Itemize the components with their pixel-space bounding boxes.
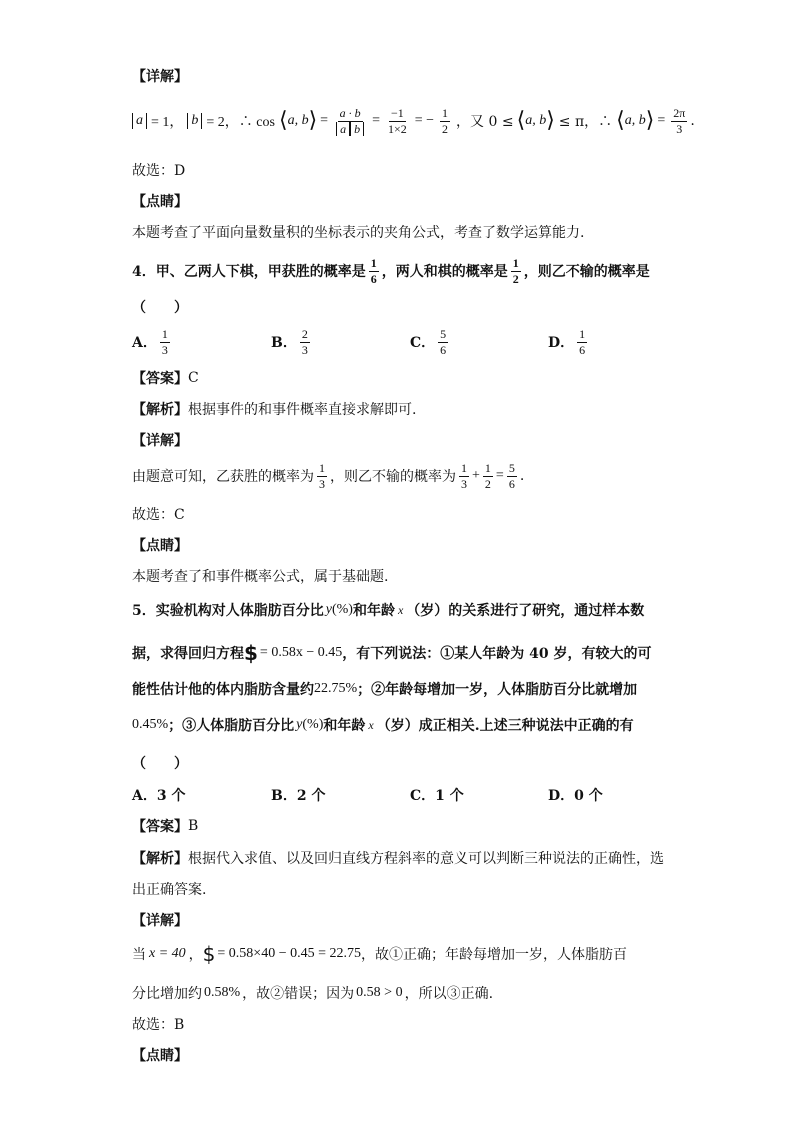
q4-paren: （ ） — [132, 300, 188, 316]
comment-heading: 【点睛】 — [132, 194, 188, 210]
q5-detail-heading: 【详解】 — [132, 913, 188, 929]
q5-analysis-2: 出正确答案. — [132, 882, 207, 898]
fraction-1-over-2: $\frac{1}{2}$ — [442, 105, 449, 136]
q4-comment-heading: 【点睛】 — [132, 538, 188, 554]
q3-formula-line: a = 1， b = 2，∴ cos ⟨ a, b ⟩ = $\frac{a \cdot b}{\text{a b}}$ = $\frac{-1}{1\times 2}$ = − $\frac{1}{2}$ ，又 0 ≤ ⟨ a, b ⟩ ≤ π，∴ ⟨ a, b ⟩ = $\frac{2\pi}{3}$ . — [132, 97, 695, 145]
q4-option-c[interactable]: C． $\frac{5}{6}$ — [410, 326, 447, 357]
q5-answer: 【答案】 B — [132, 818, 199, 835]
q5-detail-line-2: 分比增加约 0.58% ，故②错误；因为 0.58 > 0 ，所以③正确. — [132, 985, 494, 1002]
q4-choice: 故选：C — [132, 507, 185, 523]
q4-options — [0, 322, 794, 362]
q5-detail-line-1: 当 x = 40 ， $ = 0.58×40 − 0.45 = 22.75 ，故①正确；年龄每增加一岁，人体脂肪百 — [132, 942, 627, 966]
q3-comment: 本题考查了平面向量数量积的坐标表示的夹角公式，考查了数学运算能力. — [132, 225, 585, 241]
q4-analysis: 【解析】 根据事件的和事件概率直接求解即可. — [132, 402, 417, 418]
detail-heading: 【详解】 — [132, 69, 188, 85]
q3-choice: 故选：D — [132, 163, 186, 179]
q5-stem-line-1: 5．实验机构对人体脂肪百分比 y (%) 和年龄 x （岁）的关系进行了研究，通过样本数 — [132, 602, 645, 619]
yhat-symbol: $ — [244, 641, 258, 665]
q4-comment: 本题考查了和事件概率公式，属于基础题. — [132, 569, 389, 585]
angle-ab: a, b — [287, 113, 309, 128]
regression-equation: = 0.58x − 0.45 — [259, 645, 343, 660]
q5-comment-heading: 【点睛】 — [132, 1048, 188, 1064]
q5-stem-line-4: 0.45% ；③人体脂肪百分比 y (%) 和年龄 x （岁）成正相关.上述三种说法中正确的有 — [132, 717, 634, 734]
q5-choice: 故选：B — [132, 1017, 185, 1033]
q5-option-d[interactable]: D．0 个 — [548, 788, 603, 804]
q4-option-b[interactable]: B． $\frac{2}{3}$ — [271, 326, 308, 357]
q5-paren: （ ） — [132, 756, 188, 772]
magnitude-a: a — [132, 113, 147, 129]
magnitude-b: b — [187, 113, 202, 129]
q5-options — [0, 785, 794, 805]
q5-stem-line-2: 据，求得回归方程 $ = 0.58x − 0.45 ，有下列说法：①某人年龄为 40 岁，有较大的可 — [132, 641, 652, 665]
fraction-dot-over-mag: $\frac{a \cdot b}{\text{a b}}$ — [334, 106, 366, 137]
q4-frac-1-2: $\frac{1}{2}$ — [512, 255, 519, 286]
q5-option-c[interactable]: C．1 个 — [410, 788, 464, 804]
q4-stem: 4．甲、乙两人下棋，甲获胜的概率是 $\frac{1}{6}$ ，两人和棋的概率是 $\frac{1}{2}$ ，则乙不输的概率是 — [132, 255, 650, 286]
q4-detail: 由题意可知，乙获胜的概率为 $\frac{1}{3}$ ，则乙不输的概率为 $\frac{1}{3}$ + $\frac{1}{2}$ = $\frac{5}{6}$ . — [132, 460, 525, 491]
q4-option-a[interactable]: A． $\frac{1}{3}$ — [132, 326, 168, 357]
q4-answer: 【答案】 C — [132, 370, 199, 387]
q5-option-b[interactable]: B．2 个 — [271, 788, 326, 804]
q4-detail-heading: 【详解】 — [132, 433, 188, 449]
fraction-neg1-over-2: $\frac{-1}{1\times 2}$ — [387, 105, 407, 136]
q5-stem-line-3: 能性估计他的体内脂肪含量约 22.75% ；②年龄每增加一岁，人体脂肪百分比就增加 — [132, 681, 638, 698]
q4-option-d[interactable]: D． $\frac{1}{6}$ — [548, 326, 586, 357]
q5-analysis-1: 【解析】 根据代入求值、以及回归直线方程斜率的意义可以判断三种说法的正确性，选 — [132, 851, 664, 867]
q5-option-a[interactable]: A．3 个 — [132, 788, 186, 804]
fraction-2pi-over-3: $\frac{2\pi}{3}$ — [673, 105, 686, 136]
q4-frac-1-6: $\frac{1}{6}$ — [370, 255, 377, 286]
